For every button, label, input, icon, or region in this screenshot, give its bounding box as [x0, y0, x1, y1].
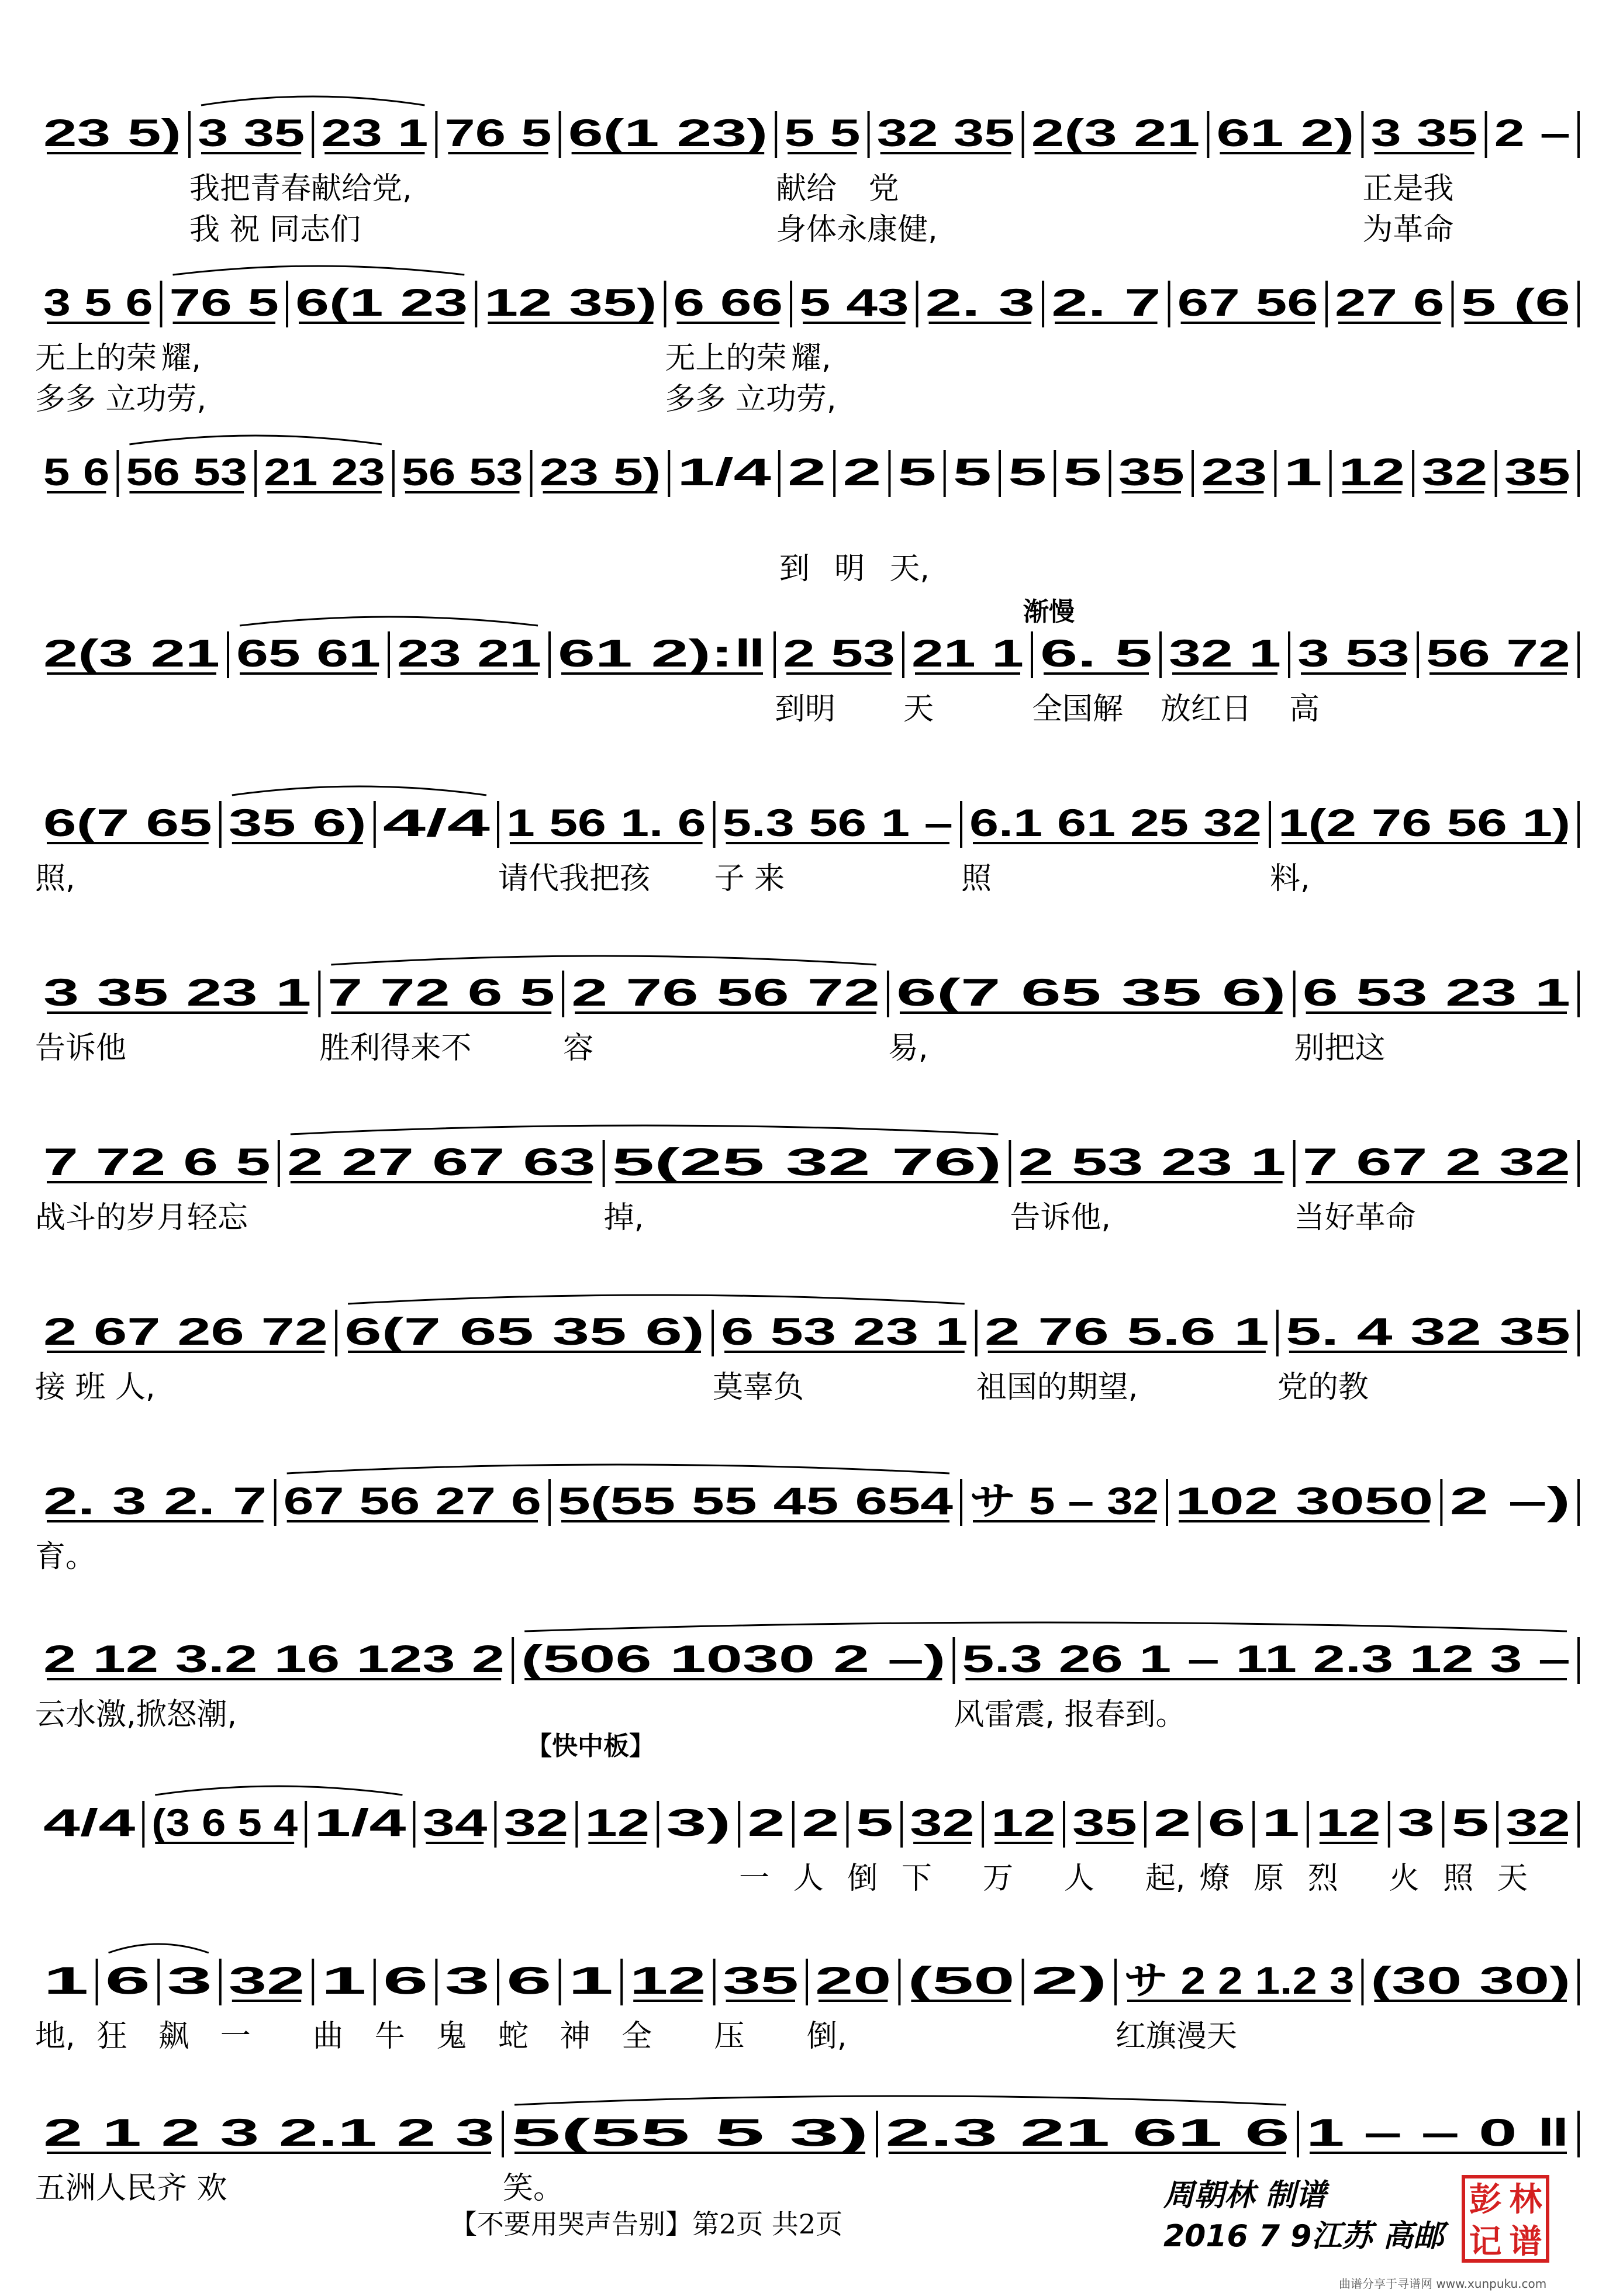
measure-notes: 12 — [1315, 1801, 1381, 1844]
lyric-segment: 五洲人民齐 欢 — [35, 2171, 227, 2204]
measure-notes: 56 53 — [401, 450, 523, 493]
lyric-segment: 胜利得来不 — [319, 1031, 472, 1064]
measure-notes: 2) — [1031, 1959, 1107, 2002]
measure-notes: 6 53 23 1 — [721, 1310, 968, 1353]
lyric-segment: 高 — [1289, 692, 1320, 725]
measure-notes: 32 — [503, 1801, 569, 1844]
measure-notes: 1/4 — [314, 1801, 406, 1844]
slur-arc — [331, 956, 876, 965]
lyric-segment: 一 — [739, 1861, 770, 1894]
measure-notes: 6. 5 — [1040, 631, 1152, 675]
lyric-segment: 莫辜负 — [713, 1370, 804, 1403]
measure-notes: 2 27 67 63 — [286, 1140, 596, 1183]
measure-notes: 6 — [382, 1959, 429, 2002]
lyric-segment: 到明 — [775, 692, 836, 725]
measure-notes: 23 1 — [321, 111, 429, 154]
measure-notes: 2 53 23 1 — [1018, 1140, 1286, 1183]
seal-char: 记 — [1469, 2222, 1502, 2261]
measure-notes: 5 — [1063, 450, 1102, 493]
lyric-segment: 起, — [1145, 1861, 1186, 1894]
measure-notes: 6 53 23 1 — [1302, 971, 1570, 1014]
lyric-segment: 云水激,掀怒潮, — [35, 1697, 237, 1731]
measure-notes: 7 72 6 5 — [327, 971, 555, 1014]
measure-notes: 6(1 23) — [568, 111, 768, 154]
measure-notes: 67 56 — [1177, 281, 1318, 324]
lyric-segment: 耀, — [161, 341, 202, 374]
measure-notes: 1 — [1262, 1801, 1300, 1844]
measure-notes: 12 — [630, 1959, 706, 2002]
measure-notes: 76 5 — [444, 111, 552, 154]
measure-notes: 61 2):‖ — [558, 631, 766, 675]
notation-row — [35, 608, 1588, 696]
lyric-segment: 天, — [889, 551, 930, 585]
measure-notes: 21 23 — [264, 450, 385, 493]
lyric-segment: 曲 — [313, 2019, 344, 2052]
measure-notes: 6.1 61 25 32 — [969, 801, 1262, 844]
measure-notes: 23 — [1201, 450, 1268, 493]
lyric-segment: 身体永康健, — [776, 212, 938, 246]
lyric-segment: 祖国的期望, — [976, 1370, 1138, 1403]
measure-notes: 3 35 — [198, 111, 305, 154]
lyric-line — [35, 544, 1588, 585]
lyric-line — [35, 374, 1588, 415]
notation-row — [35, 1456, 1588, 1544]
lyric-line — [35, 684, 1588, 725]
lyric-segment: 多多 立功劳, — [665, 382, 837, 415]
notation-row — [35, 1117, 1588, 1204]
measure-notes: 5.3 26 1 – 11 2.3 12 3 – — [962, 1637, 1570, 1680]
notation-row — [35, 1614, 1588, 1701]
measure-notes: 23 5) — [539, 450, 661, 493]
lyric-segment: 我把青春献给党, — [189, 171, 412, 205]
measure-notes: 2(3 21 — [1031, 111, 1200, 154]
lyric-segment: 告诉他, — [1010, 1200, 1111, 1234]
measure-notes: 5 — [952, 450, 992, 493]
measure-notes: 35 — [1118, 450, 1185, 493]
lyric-segment: 天 — [1497, 1861, 1528, 1894]
measure-notes: 2.3 21 61 6 — [885, 2111, 1290, 2154]
measure-notes: 27 6 — [1334, 281, 1445, 324]
measure-notes: 5(25 32 76) — [612, 1140, 1002, 1183]
lyric-segment: 烈 — [1307, 1861, 1338, 1894]
lyric-segment: 请代我把孩 — [498, 861, 650, 895]
measure-notes: 2(3 21 — [43, 631, 220, 675]
measure-notes: 4/4 — [382, 801, 491, 844]
measure-notes: 5 6 — [43, 450, 110, 493]
measure-notes: 6 — [506, 1959, 552, 2002]
lyric-segment: 神 — [560, 2019, 591, 2052]
lyric-segment: 多多 立功劳, — [35, 382, 207, 415]
lyric-segment: 燎 — [1199, 1861, 1230, 1894]
lyric-segment: 牛 — [374, 2019, 405, 2052]
lyric-line — [35, 1690, 1588, 1731]
measure-notes: 6(1 23 — [295, 281, 468, 324]
lyric-segment: 倒 — [847, 1861, 878, 1894]
lyric-segment: 接 班 人, — [35, 1370, 156, 1403]
lyric-line — [35, 333, 1588, 374]
tempo-marker-kuaizhongban: 【快中板】 — [526, 1731, 655, 1761]
measure-notes: 102 3050 — [1175, 1479, 1434, 1522]
notation-row — [35, 1935, 1588, 2023]
measure-notes: 5 — [1451, 1801, 1490, 1844]
measure-notes: 32 — [1505, 1801, 1570, 1844]
measure-notes: 2 – — [1494, 111, 1570, 154]
measure-notes: 6(7 65 35 6) — [344, 1310, 705, 1353]
notation-row — [35, 2087, 1588, 2175]
lyric-segment: 全国解 — [1032, 692, 1124, 725]
measure-notes: 5.3 56 1 – — [722, 801, 953, 844]
measure-notes: 23 5) — [43, 111, 181, 154]
lyric-segment: 地, — [35, 2019, 75, 2052]
measure-notes: 5 43 — [799, 281, 909, 324]
measure-notes: 2 76 5.6 1 — [984, 1310, 1269, 1353]
lyric-line — [35, 1023, 1588, 1064]
measure-notes: 2 53 — [783, 631, 895, 675]
lyric-segment: 天 — [903, 692, 934, 725]
measure-notes: 4/4 — [43, 1801, 136, 1844]
measure-notes: 5(55 55 45 654 — [558, 1479, 954, 1522]
measure-notes: 5 — [897, 450, 937, 493]
lyric-segment: 告诉他 — [35, 1031, 127, 1064]
notation-row — [35, 88, 1588, 175]
measure-notes: 1 — [43, 1959, 89, 2002]
lyric-segment: 人 — [793, 1861, 824, 1894]
measure-notes: 2 — [747, 1801, 785, 1844]
lyric-segment: 为革命 — [1362, 212, 1454, 246]
slur-arc — [201, 96, 424, 105]
lyric-segment: 明 — [834, 551, 865, 585]
lyric-segment: 战斗的岁月轻忘 — [35, 1200, 248, 1234]
measure-notes: 56 53 — [126, 450, 248, 493]
lyric-line — [35, 854, 1588, 895]
measure-notes: 20 — [815, 1959, 892, 2002]
lyric-segment: 照 — [1443, 1861, 1474, 1894]
measure-notes: 3 — [444, 1959, 490, 2002]
measure-notes: 1(2 76 56 1) — [1278, 801, 1570, 844]
red-seal-stamp — [1462, 2175, 1549, 2263]
measure-notes: 2. 3 — [925, 281, 1035, 324]
slur-arc — [240, 617, 538, 626]
seal-char: 彭 — [1469, 2180, 1502, 2219]
measure-notes: 5 (6 — [1460, 281, 1570, 324]
measure-notes: 32 1 — [1169, 631, 1281, 675]
lyric-segment: 一 — [220, 2019, 251, 2052]
measure-notes: 56 72 — [1426, 631, 1570, 675]
measure-notes: サ 2 2 1.2 3 — [1124, 1959, 1355, 2002]
lyric-segment: 别把这 — [1294, 1031, 1386, 1064]
measure-notes: 3 35 23 1 — [43, 971, 312, 1014]
measure-notes: 23 21 — [397, 631, 541, 675]
measure-notes: 2 12 3.2 16 123 2 — [43, 1637, 505, 1680]
lyric-segment: 放红日 — [1161, 692, 1252, 725]
measure-notes: 1/4 — [677, 450, 772, 493]
measure-notes: 32 — [1421, 450, 1488, 493]
credit-arranger: 周朝林 制谱 — [1163, 2178, 1327, 2213]
slur-arc — [514, 2096, 1286, 2105]
measure-notes: 67 56 27 6 — [283, 1479, 541, 1522]
measure-notes: 35 — [1504, 450, 1570, 493]
lyric-segment: 无上的荣 — [35, 341, 157, 374]
lyric-segment: 笑。 — [503, 2171, 564, 2204]
measure-notes: 2 67 26 72 — [43, 1310, 329, 1353]
lyric-segment: 倒, — [806, 2019, 847, 2052]
measure-notes: 35 6) — [228, 801, 367, 844]
measure-notes: 12 — [991, 1801, 1056, 1844]
measure-notes: 6(7 65 35 6) — [896, 971, 1286, 1014]
measure-notes: 7 67 2 32 — [1302, 1140, 1570, 1183]
lyric-segment: 红旗漫天 — [1115, 2019, 1237, 2052]
slur-arc — [291, 1125, 999, 1134]
seal-char: 林 — [1509, 2180, 1542, 2219]
measure-notes: 7 72 6 5 — [43, 1140, 271, 1183]
lyric-segment: 无上的荣 — [665, 341, 787, 374]
lyric-segment: 料, — [1269, 861, 1310, 895]
slur-arc — [232, 786, 486, 795]
lyric-line — [35, 2011, 1588, 2052]
lyric-segment: 到 — [779, 551, 810, 585]
measure-notes: 61 2) — [1216, 111, 1355, 154]
lyric-segment: 鬼 — [436, 2019, 467, 2052]
measure-notes: 1 – – 0 ‖ — [1306, 2111, 1570, 2154]
measure-notes: サ 5 – 32 — [969, 1479, 1159, 1522]
measure-notes: 2 –) — [1449, 1479, 1570, 1522]
lyric-segment: 易, — [888, 1031, 928, 1064]
lyric-segment: 人 — [1063, 1861, 1094, 1894]
measure-notes: 2 1 2 3 2.1 2 3 — [43, 2111, 495, 2154]
notation-row — [35, 1777, 1588, 1865]
watermark: 曲谱分享于寻谱网 www.xunpuku.com — [1339, 2277, 1547, 2291]
lyric-line — [35, 1193, 1588, 1234]
lyric-segment: 火 — [1389, 1861, 1420, 1894]
lyric-segment: 狂 — [96, 2019, 127, 2052]
measure-notes: 5 5 — [784, 111, 861, 154]
lyric-segment: 献给 — [776, 171, 837, 205]
measure-notes: 6(7 65 — [43, 801, 212, 844]
lyric-segment: 照, — [35, 861, 75, 895]
page-footer: 【不要用哭声告别】第2页 共2页 — [450, 2208, 843, 2240]
slur-arc — [524, 1622, 1567, 1631]
lyric-segment: 党的教 — [1277, 1370, 1369, 1403]
lyric-segment: 耀, — [791, 341, 831, 374]
measure-notes: 32 — [228, 1959, 305, 2002]
measure-notes: 3 5 6 — [43, 281, 153, 324]
measure-notes: 5(55 5 3) — [511, 2111, 869, 2154]
credit-block — [1163, 2175, 1444, 2257]
lyric-line — [35, 205, 1588, 246]
measure-notes: 21 1 — [911, 631, 1024, 675]
credit-date-place: 2016 7 9江苏 高邮 — [1163, 2219, 1444, 2254]
lyric-line — [35, 1362, 1588, 1403]
notation-row — [35, 947, 1588, 1035]
measure-notes: 3 35 — [1370, 111, 1478, 154]
lyric-segment: 万 — [982, 1861, 1013, 1894]
measure-notes: 12 35) — [484, 281, 657, 324]
lyric-segment: 下 — [902, 1861, 933, 1894]
measure-notes: 1 — [321, 1959, 367, 2002]
slur-arc — [287, 1465, 949, 1473]
lyric-line — [35, 1853, 1588, 1894]
measure-notes: 76 5 — [169, 281, 279, 324]
measure-notes: 65 61 — [236, 631, 381, 675]
slur-arc — [155, 1786, 402, 1795]
lyric-segment: 压 — [714, 2019, 745, 2052]
measure-notes: 35 — [722, 1959, 799, 2002]
lyric-segment: 原 — [1253, 1861, 1284, 1894]
measure-notes: 3) — [666, 1801, 731, 1844]
measure-notes: 2 — [801, 1801, 840, 1844]
measure-notes: 2. 7 — [1051, 281, 1161, 324]
lyric-line — [35, 1532, 1588, 1573]
lyric-line — [35, 503, 1588, 544]
notation-row — [35, 778, 1588, 865]
measure-notes: 1 — [568, 1959, 614, 2002]
lyric-segment: 全 — [621, 2019, 652, 2052]
measure-notes: (50 — [907, 1959, 1015, 2002]
lyric-segment: 子 来 — [714, 861, 785, 895]
measure-notes: 12 — [1338, 450, 1406, 493]
lyric-segment: 正是我 — [1362, 171, 1454, 205]
tempo-marker-jianman: 渐慢 — [1023, 597, 1075, 627]
measure-notes: 3 53 — [1297, 631, 1410, 675]
measure-notes: 5 — [1008, 450, 1047, 493]
slur-arc — [348, 1295, 965, 1304]
measure-notes: (30 30) — [1370, 1959, 1570, 2002]
lyric-segment: 容 — [563, 1031, 594, 1064]
measure-notes: 2. 3 2. 7 — [43, 1479, 267, 1522]
measure-notes: 2 — [842, 450, 882, 493]
measure-notes: 6 — [105, 1959, 151, 2002]
measure-notes: (506 1030 2 –) — [521, 1637, 946, 1680]
notation-row — [35, 427, 1588, 515]
seal-char: 谱 — [1509, 2222, 1542, 2261]
measure-notes: 2 — [787, 450, 827, 493]
lyric-segment: 育。 — [35, 1539, 96, 1573]
measure-notes: 6 — [1207, 1801, 1246, 1844]
measure-notes: (3 6 5 4 — [151, 1801, 298, 1844]
measure-notes: 32 35 — [876, 111, 1015, 154]
lyric-line — [35, 164, 1588, 205]
lyric-segment: 蛇 — [498, 2019, 529, 2052]
measure-notes: 2 — [1153, 1801, 1192, 1844]
lyric-segment: 当好革命 — [1294, 1200, 1416, 1234]
measure-notes: 3 — [167, 1959, 212, 2002]
measure-notes: 1 — [1283, 450, 1322, 493]
measure-notes: 1 56 1. 6 — [506, 801, 706, 844]
notation-row — [35, 257, 1588, 345]
slur-arc — [129, 436, 381, 444]
measure-notes: 5 — [855, 1801, 894, 1844]
lyric-segment: 风雷震, 报春到。 — [954, 1697, 1186, 1731]
slur-arc — [109, 1944, 209, 1953]
measure-notes: 3 — [1397, 1801, 1435, 1844]
slur-arc — [173, 266, 465, 275]
lyric-segment: 飙 — [158, 2019, 189, 2052]
lyric-segment: 我 祝 同志们 — [189, 212, 361, 246]
measure-notes: 35 — [1072, 1801, 1137, 1844]
measure-notes: 34 — [422, 1801, 488, 1844]
lyric-segment: 掉, — [603, 1200, 644, 1234]
measure-notes: 2 76 56 72 — [571, 971, 880, 1014]
measure-notes: 5. 4 32 35 — [1285, 1310, 1570, 1353]
notation-row — [35, 1286, 1588, 1374]
measure-notes: 6 66 — [673, 281, 783, 324]
measure-notes: 12 — [585, 1801, 650, 1844]
measure-notes: 32 — [910, 1801, 975, 1844]
lyric-segment: 党 — [868, 171, 899, 205]
lyric-segment: 照 — [961, 861, 992, 895]
